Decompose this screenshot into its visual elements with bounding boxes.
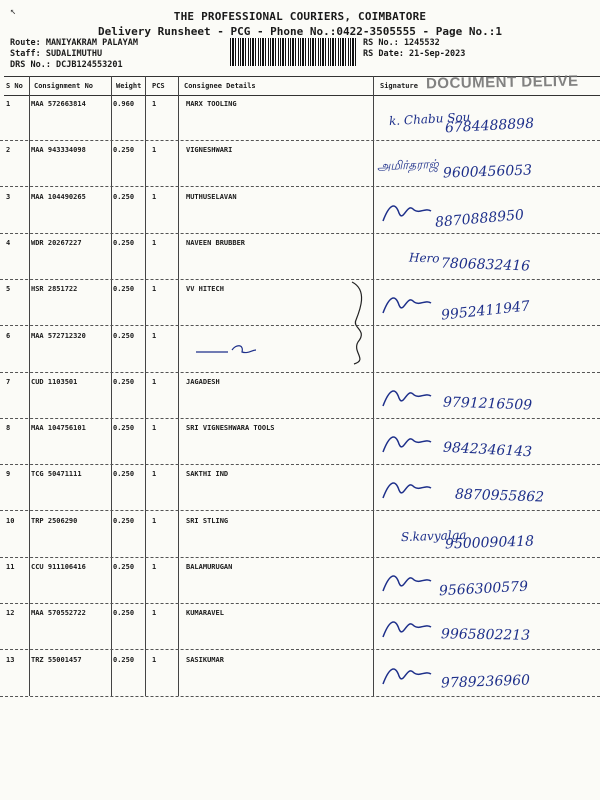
row-sno: 10 [6,516,15,525]
signature-phone: 6784488898 [444,115,535,137]
row-consignee: SAKTHI IND [186,470,229,479]
row-pcs: 1 [152,192,157,201]
row-weight: 0.250 [113,331,135,340]
signature-phone: 9965802213 [440,626,531,645]
signature-box [375,650,600,696]
row-consignment-no: HSR 2851722 [31,285,78,294]
row-sno: 8 [6,424,11,433]
document-delivered-stamp: DOCUMENT DELIVE [425,72,579,93]
rs-date: RS Date: 21-Sep-2023 [363,49,466,59]
row-pcs: 1 [152,100,157,108]
table-row [0,511,600,558]
signature-box [375,279,600,325]
row-consignee: VIGNESHWARI [186,146,233,155]
row-consignment-no: WDR 20267227 [31,238,82,247]
row-consignee: VV HITECH [186,285,224,294]
signature-phone: 9500090418 [444,533,535,553]
row-consignment-no: TRP 2506290 [31,516,78,525]
signature-phone: 7806832416 [440,255,531,275]
table-row [0,187,600,234]
row-pcs: 1 [152,377,157,386]
row-weight: 0.250 [113,377,135,386]
row-consignee: SRI STLING [186,516,229,525]
signature-box [375,233,600,279]
signature-box [375,464,600,510]
drs-label: DRS No.: DCJB124553201 [10,60,123,70]
table-row [0,418,600,465]
table-row [0,233,600,280]
signature-box [375,603,600,649]
row-consignee: MARX TOOLING [186,100,237,108]
table-row [0,94,600,141]
signature-phone: 9600456053 [442,162,533,182]
row-pcs: 1 [152,146,157,155]
table-row [0,140,600,187]
col-pcs: PCS [152,82,165,90]
runsheet-subtitle: Delivery Runsheet - PCG - Phone No.:0422-3505555 - Page No.:1 [98,25,502,38]
row-sno: 5 [6,285,11,294]
row-weight: 0.250 [113,563,135,571]
row-weight: 0.250 [113,609,135,618]
corner-mark: ↖ [10,6,17,17]
route-label: Route: MANIYAKRAM PALAYAM [10,38,138,48]
row-sno: 9 [6,470,11,479]
table-row [0,464,600,511]
row-consignee: SRI VIGNESHWARA TOOLS [186,424,275,433]
row-pcs: 1 [152,331,157,340]
row-consignment-no: MAA 570552722 [31,609,86,618]
row-sno: 11 [6,563,15,571]
row-pcs: 1 [152,470,157,479]
signature-phone: 9566300579 [438,578,529,600]
col-consignee: Consignee Details [184,82,256,90]
row-sno: 2 [6,146,11,155]
row-pcs: 1 [152,655,157,664]
table-row [0,650,600,697]
signature-phone: 8870955862 [454,486,545,506]
row-sno: 6 [6,331,11,340]
row-sno: 7 [6,377,11,386]
signature-name: k. Chabu Sou [388,109,471,129]
signature-phone: 8870888950 [434,206,525,231]
table-row [0,603,600,650]
row-consignee: NAVEEN BRUBBER [186,238,246,247]
signature-phone: 9952411947 [440,298,531,324]
table-row [0,326,600,373]
row-consignee: JAGADESH [186,377,220,386]
signature-name: S.kavyalga [400,527,467,544]
row-pcs: 1 [152,516,157,525]
staff-label: Staff: SUDALIMUTHU [10,49,103,59]
row-sno: 3 [6,192,11,201]
signature-phone: 9791216509 [442,394,533,414]
signature-box [375,511,600,557]
row-sno: 12 [6,609,15,618]
row-consignee: KUMARAVEL [186,609,224,618]
col-signature: Signature [380,82,418,90]
row-pcs: 1 [152,285,157,294]
row-weight: 0.250 [113,655,135,664]
barcode-image [230,38,356,66]
company-title: THE PROFESSIONAL COURIERS, COIMBATORE [173,10,427,23]
signature-phone: 9789236960 [440,672,531,692]
table-row [0,557,600,604]
col-consignment: Consignment No [34,82,94,90]
col-sno: S No [6,82,23,90]
signature-box [375,372,600,418]
row-sno: 1 [6,100,11,108]
row-weight: 0.250 [113,146,135,155]
row-consignment-no: MAA 104490265 [31,192,86,201]
row-weight: 0.250 [113,424,135,433]
signature-scribble [375,464,455,510]
signature-box [375,140,600,186]
signature-box [375,557,600,603]
row-weight: 0.250 [113,285,135,294]
signature-box [375,326,600,372]
rs-number: RS No.: 1245532 [363,38,440,48]
row-consignment-no: CCU 911106416 [31,563,86,571]
row-pcs: 1 [152,563,157,571]
row-consignee: BALAMURUGAN [186,563,233,571]
row-weight: 0.250 [113,238,135,247]
table-row [0,279,600,326]
row-consignment-no: MAA 104756101 [31,424,86,433]
col-weight: Weight [116,82,142,90]
row-sno: 13 [6,655,15,664]
signature-box [375,187,600,233]
signature-box [375,94,600,140]
row-consignment-no: TRZ 55001457 [31,655,82,664]
signature-name: அமிர்தராஜ் [376,157,439,174]
row-consignee: MUTHUSELAVAN [186,192,237,201]
row-consignment-no: TCG 50471111 [31,470,82,479]
signature-phone: 9842346143 [442,439,533,461]
row-sno: 4 [6,238,11,247]
row-weight: 0.250 [113,516,135,525]
row-consignment-no: CUD 1103501 [31,377,78,386]
row-weight: 0.250 [113,192,135,201]
row-consignment-no: MAA 572712320 [31,331,86,340]
signature-name: Hero [408,250,440,266]
table-row [0,372,600,419]
row-pcs: 1 [152,238,157,247]
row-consignment-no: MAA 943334098 [31,146,86,155]
row-consignee: SASIKUMAR [186,655,224,664]
row-weight: 0.250 [113,470,135,479]
signature-box [375,418,600,464]
row-pcs: 1 [152,424,157,433]
row-consignment-no: MAA 572663814 [31,100,86,108]
row-weight: 0.960 [113,100,135,108]
row-pcs: 1 [152,609,157,618]
